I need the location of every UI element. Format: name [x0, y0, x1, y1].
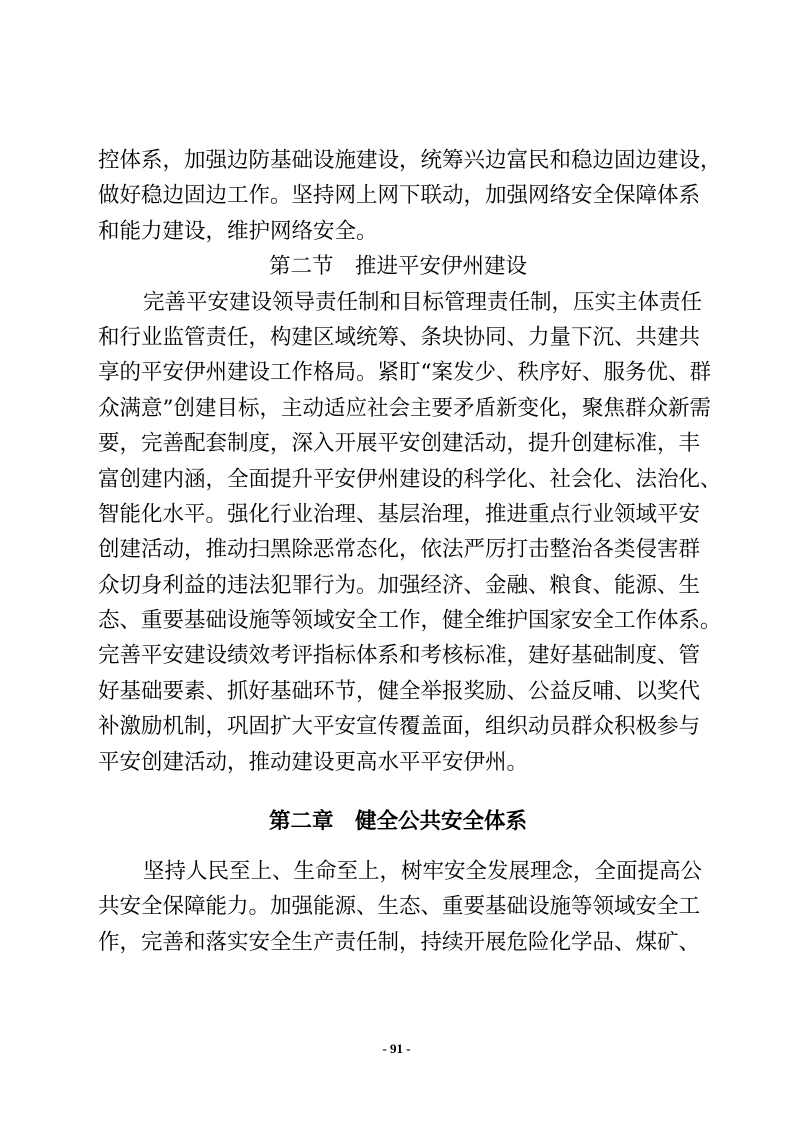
- paragraph-line: 平安创建活动，推动建设更高水平平安伊州。: [98, 749, 529, 775]
- paragraph-line: 创建活动，推动扫黑除恶常态化，依法严厉打击整治各类侵害群: [98, 537, 701, 563]
- paragraph-line: 富创建内涵，全面提升平安伊州建设的科学化、社会化、法治化、: [98, 466, 722, 492]
- paragraph-line: 和能力建设，维护网络安全。: [98, 218, 378, 244]
- paragraph-line: 态、重要基础设施等领域安全工作，健全维护国家安全工作体系。: [98, 608, 722, 634]
- paragraph-line: 要，完善配套制度，深入开展平安创建活动，提升创建标准，丰: [98, 431, 701, 457]
- section-paragraph: [98, 285, 722, 780]
- intro-paragraph: [98, 143, 722, 249]
- paragraph-line: 共安全保障能力。加强能源、生态、重要基础设施等领域安全工: [98, 894, 701, 920]
- paragraph-line: 控体系，加强边防基础设施建设，统筹兴边富民和稳边固边建设，: [98, 148, 722, 173]
- document-page: [98, 143, 722, 960]
- paragraph-line: 好基础要素、抓好基础环节，健全举报奖励、公益反哺、以奖代: [98, 678, 701, 704]
- paragraph-line: 完善平安建设绩效考评指标体系和考核标准，建好基础制度、管: [98, 643, 701, 669]
- section-title: 第二节 推进平安伊州建设: [268, 254, 527, 280]
- paragraph-line: 补激励机制，巩固扩大平安宣传覆盖面，组织动员群众积极参与: [98, 714, 701, 740]
- paragraph-line: 完善平安建设领导责任制和目标管理责任制，压实主体责任: [143, 289, 703, 315]
- chapter-title: 第二章 健全公共安全体系: [268, 809, 527, 835]
- paragraph-line: 和行业监管责任，构建区域统筹、条块协同、力量下沉、共建共: [98, 324, 701, 350]
- paragraph-line: 做好稳边固边工作。坚持网上网下联动，加强网络安全保障体系: [98, 183, 701, 209]
- paragraph-line: 享的平安伊州建设工作格局。紧盯“案发少、秩序好、服务优、群: [98, 360, 711, 386]
- paragraph-line: 作，完善和落实安全生产责任制，持续开展危险化学品、煤矿、: [98, 929, 701, 955]
- paragraph-line: 智能化水平。强化行业治理、基层治理，推进重点行业领域平安: [98, 501, 701, 527]
- page-number: - 91 -: [382, 1041, 411, 1056]
- chapter-paragraph: [98, 854, 703, 960]
- paragraph-line: 坚持人民至上、生命至上，树牢安全发展理念，全面提高公: [143, 859, 703, 885]
- paragraph-line: 众满意”创建目标，主动适应社会主要矛盾新变化，聚焦群众新需: [98, 395, 711, 421]
- paragraph-line: 众切身利益的违法犯罪行为。加强经济、金融、粮食、能源、生: [98, 572, 701, 598]
